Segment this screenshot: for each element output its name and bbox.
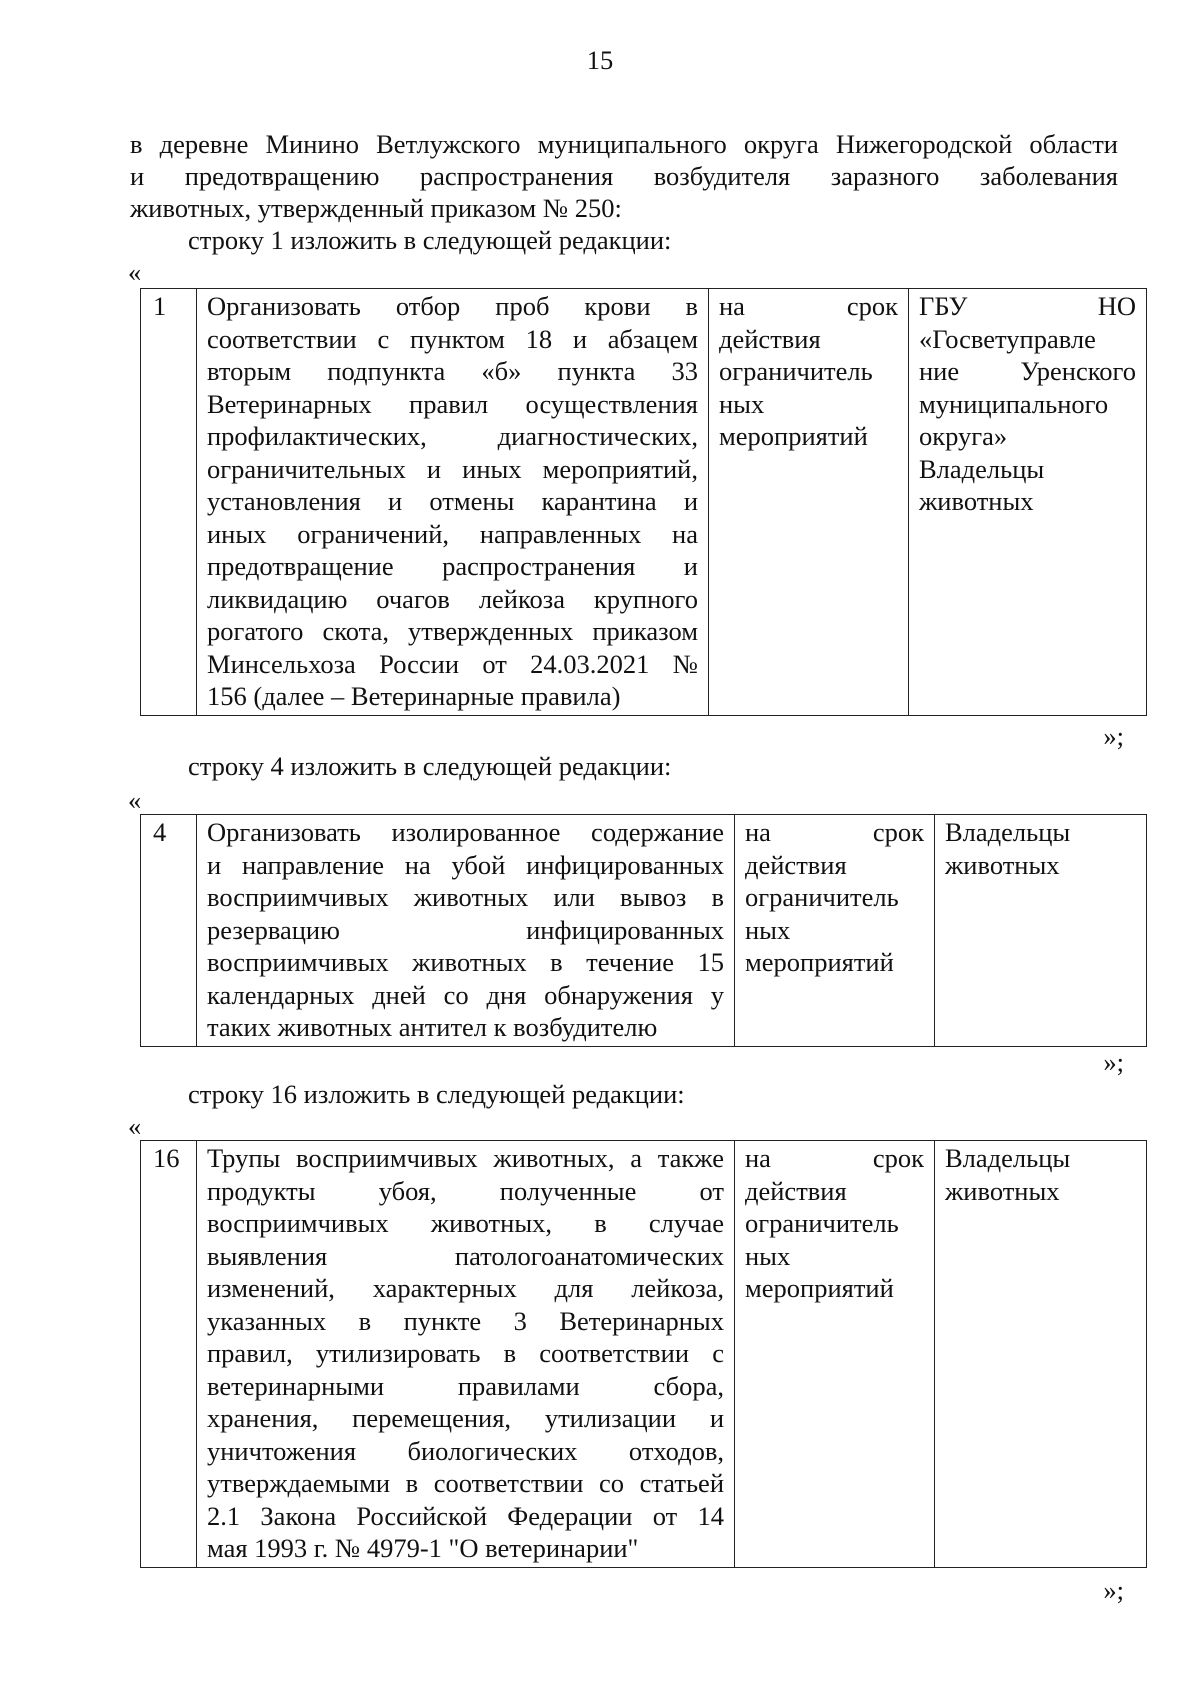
table-row bbox=[141, 1141, 1147, 1568]
responsible-line: Владельцы bbox=[945, 817, 1071, 847]
page-number: 15 bbox=[586, 45, 614, 75]
responsible-line: Владельцы bbox=[945, 1143, 1071, 1173]
row-number: 16 bbox=[141, 1141, 197, 1568]
responsible-line: ние Уренского bbox=[919, 356, 1136, 386]
instruction-row-4: строку 4 изложить в следующей редакции: bbox=[188, 751, 672, 781]
responsible-line: Владельцы bbox=[919, 453, 1045, 484]
intro-line: в деревне Минино Ветлужского муниципального округа Нижегородской области bbox=[130, 129, 1118, 159]
responsible-line: животных bbox=[945, 849, 1060, 880]
text-line: правил, утилизировать в соответствии с bbox=[207, 1338, 724, 1368]
text-line: уничтожения биологических отходов, bbox=[207, 1435, 724, 1466]
text-line: мая 1993 г. № 4979-1 "О ветеринарии" bbox=[207, 1533, 639, 1563]
responsible-line: ГБУ НО bbox=[919, 291, 1136, 321]
term-line: мероприятий bbox=[745, 1273, 894, 1303]
responsible-line: округа» bbox=[919, 421, 1008, 451]
amendment-table-row-1 bbox=[140, 288, 1147, 716]
text-line: восприимчивых животных или вывоз в bbox=[207, 882, 724, 912]
text-line: установления и отмены карантина и bbox=[207, 486, 698, 516]
measure-text bbox=[197, 815, 735, 1047]
term-line: на срок bbox=[745, 817, 924, 847]
instruction-row-16: строку 16 изложить в следующей редакции: bbox=[188, 1079, 685, 1109]
term-cell bbox=[735, 815, 935, 1047]
text-line: 2.1 Закона Российской Федерации от 14 bbox=[207, 1500, 724, 1531]
term-line: на срок bbox=[719, 291, 898, 321]
text-line: Минсельхоза России от 24.03.2021 № bbox=[207, 648, 698, 679]
row-number: 1 bbox=[141, 289, 197, 716]
text-line: и направление на убой инфицированных bbox=[207, 849, 724, 880]
intro-line: животных, утвержденный приказом № 250: bbox=[130, 193, 622, 223]
responsible-line: «Госветуправле bbox=[919, 323, 1096, 354]
close-quote: »; bbox=[1103, 1575, 1124, 1605]
row-number: 4 bbox=[141, 815, 197, 1047]
amendment-table-row-16 bbox=[140, 1140, 1147, 1568]
open-quote: « bbox=[128, 785, 142, 815]
table-row bbox=[141, 289, 1147, 716]
responsible-cell bbox=[935, 815, 1147, 1047]
text-line: утверждаемыми в соответствии со статьей bbox=[207, 1468, 724, 1498]
text-line: ограничительных и иных мероприятий, bbox=[207, 453, 698, 484]
term-line: ограничитель bbox=[719, 356, 873, 386]
responsible-line: животных bbox=[945, 1175, 1060, 1206]
text-line: продукты убоя, полученные от bbox=[207, 1175, 724, 1206]
term-line: ограничитель bbox=[745, 882, 899, 912]
term-line: мероприятий bbox=[745, 947, 894, 977]
term-line: ных bbox=[745, 914, 791, 945]
text-line: 156 (далее – Ветеринарные правила) bbox=[207, 681, 621, 711]
term-line: мероприятий bbox=[719, 421, 868, 451]
text-line: ветеринарными правилами сбора, bbox=[207, 1370, 724, 1401]
close-quote: »; bbox=[1103, 1047, 1124, 1077]
text-line: вторым подпункта «б» пункта 33 bbox=[207, 356, 698, 386]
term-cell bbox=[709, 289, 909, 716]
text-line: восприимчивых животных, в случае bbox=[207, 1208, 724, 1238]
term-line: действия bbox=[745, 849, 847, 880]
term-cell bbox=[735, 1141, 935, 1568]
text-line: резервацию инфицированных bbox=[207, 914, 724, 945]
text-line: выявления патологоанатомических bbox=[207, 1240, 724, 1271]
text-line: ликвидацию очагов лейкоза крупного bbox=[207, 583, 698, 614]
measure-text bbox=[197, 289, 709, 716]
term-line: действия bbox=[745, 1175, 847, 1206]
instruction-row-1: строку 1 изложить в следующей редакции: bbox=[188, 225, 672, 255]
text-line: Организовать изолированное содержание bbox=[207, 817, 724, 847]
intro-paragraph bbox=[130, 128, 1118, 224]
text-line: профилактических, диагностических, bbox=[207, 421, 698, 451]
text-line: Трупы восприимчивых животных, а также bbox=[207, 1143, 724, 1173]
open-quote: « bbox=[128, 1111, 142, 1141]
text-line: восприимчивых животных в течение 15 bbox=[207, 947, 724, 977]
text-line: предотвращение распространения и bbox=[207, 551, 698, 581]
term-line: на срок bbox=[745, 1143, 924, 1173]
text-line: указанных в пункте 3 Ветеринарных bbox=[207, 1305, 724, 1336]
amendment-table-row-4 bbox=[140, 814, 1147, 1047]
text-line: иных ограничений, направленных на bbox=[207, 518, 698, 549]
text-line: хранения, перемещения, утилизации и bbox=[207, 1403, 724, 1433]
text-line: таких животных антител к возбудителю bbox=[207, 1012, 658, 1042]
term-line: ных bbox=[719, 388, 765, 419]
responsible-cell bbox=[935, 1141, 1147, 1568]
open-quote: « bbox=[128, 257, 142, 287]
text-line: Ветеринарных правил осуществления bbox=[207, 388, 698, 419]
text-line: изменений, характерных для лейкоза, bbox=[207, 1273, 724, 1303]
term-line: ограничитель bbox=[745, 1208, 899, 1238]
responsible-line: животных bbox=[919, 486, 1034, 516]
term-line: действия bbox=[719, 323, 821, 354]
text-line: календарных дней со дня обнаружения у bbox=[207, 979, 724, 1010]
measure-text bbox=[197, 1141, 735, 1568]
text-line: рогатого скота, утвержденных приказом bbox=[207, 616, 698, 646]
text-line: соответствии с пунктом 18 и абзацем bbox=[207, 323, 698, 354]
table-row bbox=[141, 815, 1147, 1047]
responsible-line: муниципального bbox=[919, 388, 1109, 419]
responsible-cell bbox=[909, 289, 1147, 716]
close-quote: »; bbox=[1103, 721, 1124, 751]
text-line: Организовать отбор проб крови в bbox=[207, 291, 698, 321]
term-line: ных bbox=[745, 1240, 791, 1271]
intro-line: и предотвращению распространения возбудителя заразного заболевания bbox=[130, 161, 1118, 191]
